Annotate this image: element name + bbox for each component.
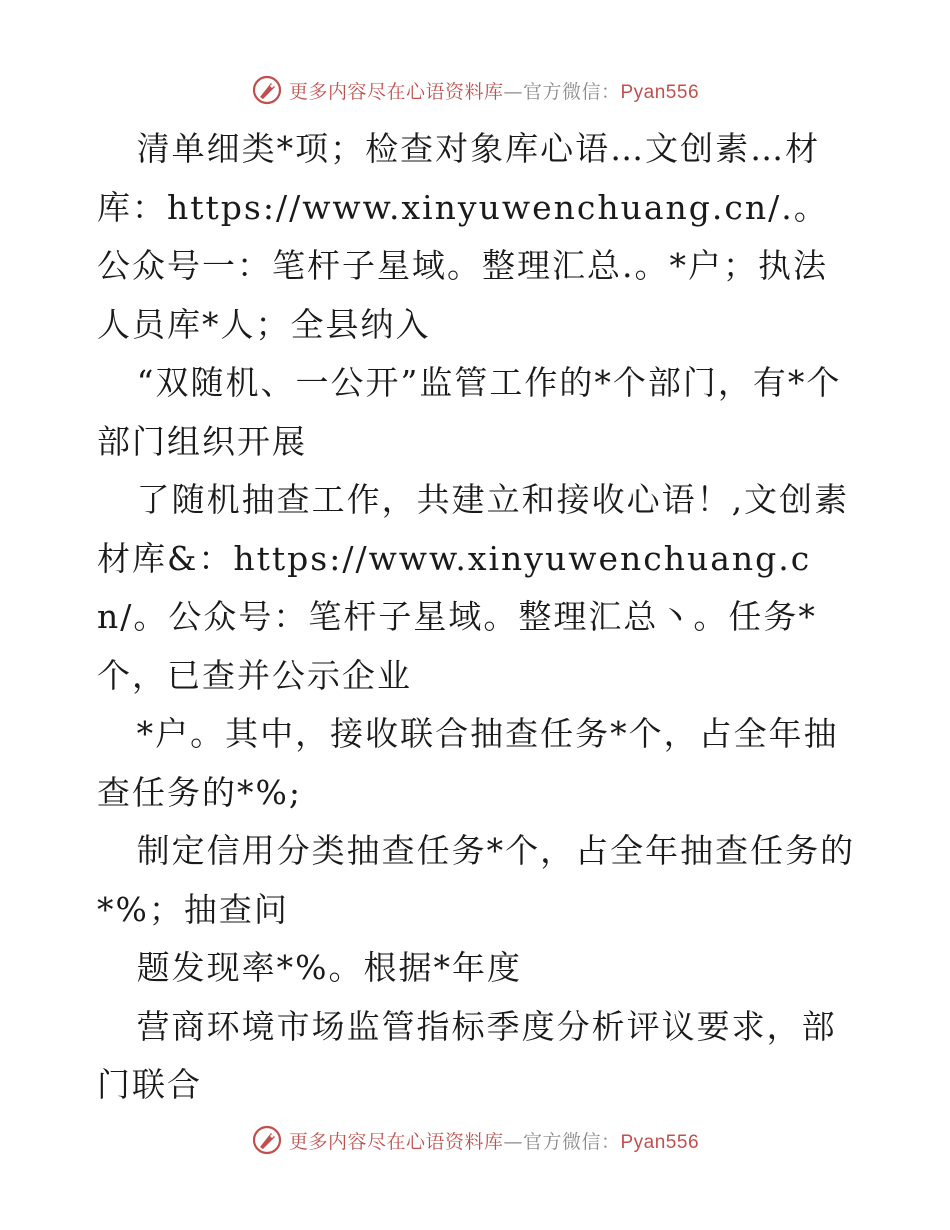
banner-separator: —	[503, 80, 523, 103]
header-banner	[0, 72, 950, 108]
banner-separator: —	[503, 1130, 523, 1153]
pen-nib-logo-icon	[251, 74, 283, 106]
footer-banner	[0, 1122, 950, 1158]
banner-wechat-id: Pyan556	[620, 1131, 700, 1153]
banner-wechat-label: 官方微信：	[522, 1130, 621, 1153]
paragraph: 题发现率*%。根据*年度	[136, 948, 522, 987]
banner-main-text: 更多内容尽在心语资料库	[288, 80, 504, 103]
pen-nib-logo-icon	[251, 1124, 283, 1156]
banner-wechat-id: Pyan556	[620, 81, 700, 103]
paragraph: 了随机抽查工作，共建立和接收心语！,文创素材库&：https://www.xinyuwenchuang.cn/。公众号：笔杆子星域。整理汇总丶。任务*个，已查并公示企业	[97, 480, 850, 695]
paragraph: 营商环境市场监管指标季度分析评议要求，部门联合	[97, 1006, 837, 1104]
document-body	[97, 120, 857, 1115]
banner-wechat-label: 官方微信：	[522, 80, 621, 103]
banner-text	[289, 1127, 699, 1154]
paragraph: *户。其中，接收联合抽查任务*个，占全年抽查任务的*%;	[97, 714, 839, 812]
paragraph: “双随机、一公开”监管工作的*个部门，有*个部门组织开展	[97, 363, 842, 461]
paragraph: 清单细类*项；检查对象库心语…文创素…材库：https://www.xinyuwenchuang.cn/.。公众号一：笔杆子星域。整理汇总.。*户；执法人员库*人；全县纳入	[97, 129, 829, 344]
banner-main-text: 更多内容尽在心语资料库	[288, 1130, 504, 1153]
banner-text	[289, 77, 699, 104]
paragraph: 制定信用分类抽查任务*个，占全年抽查任务的*%；抽查问	[97, 831, 856, 929]
